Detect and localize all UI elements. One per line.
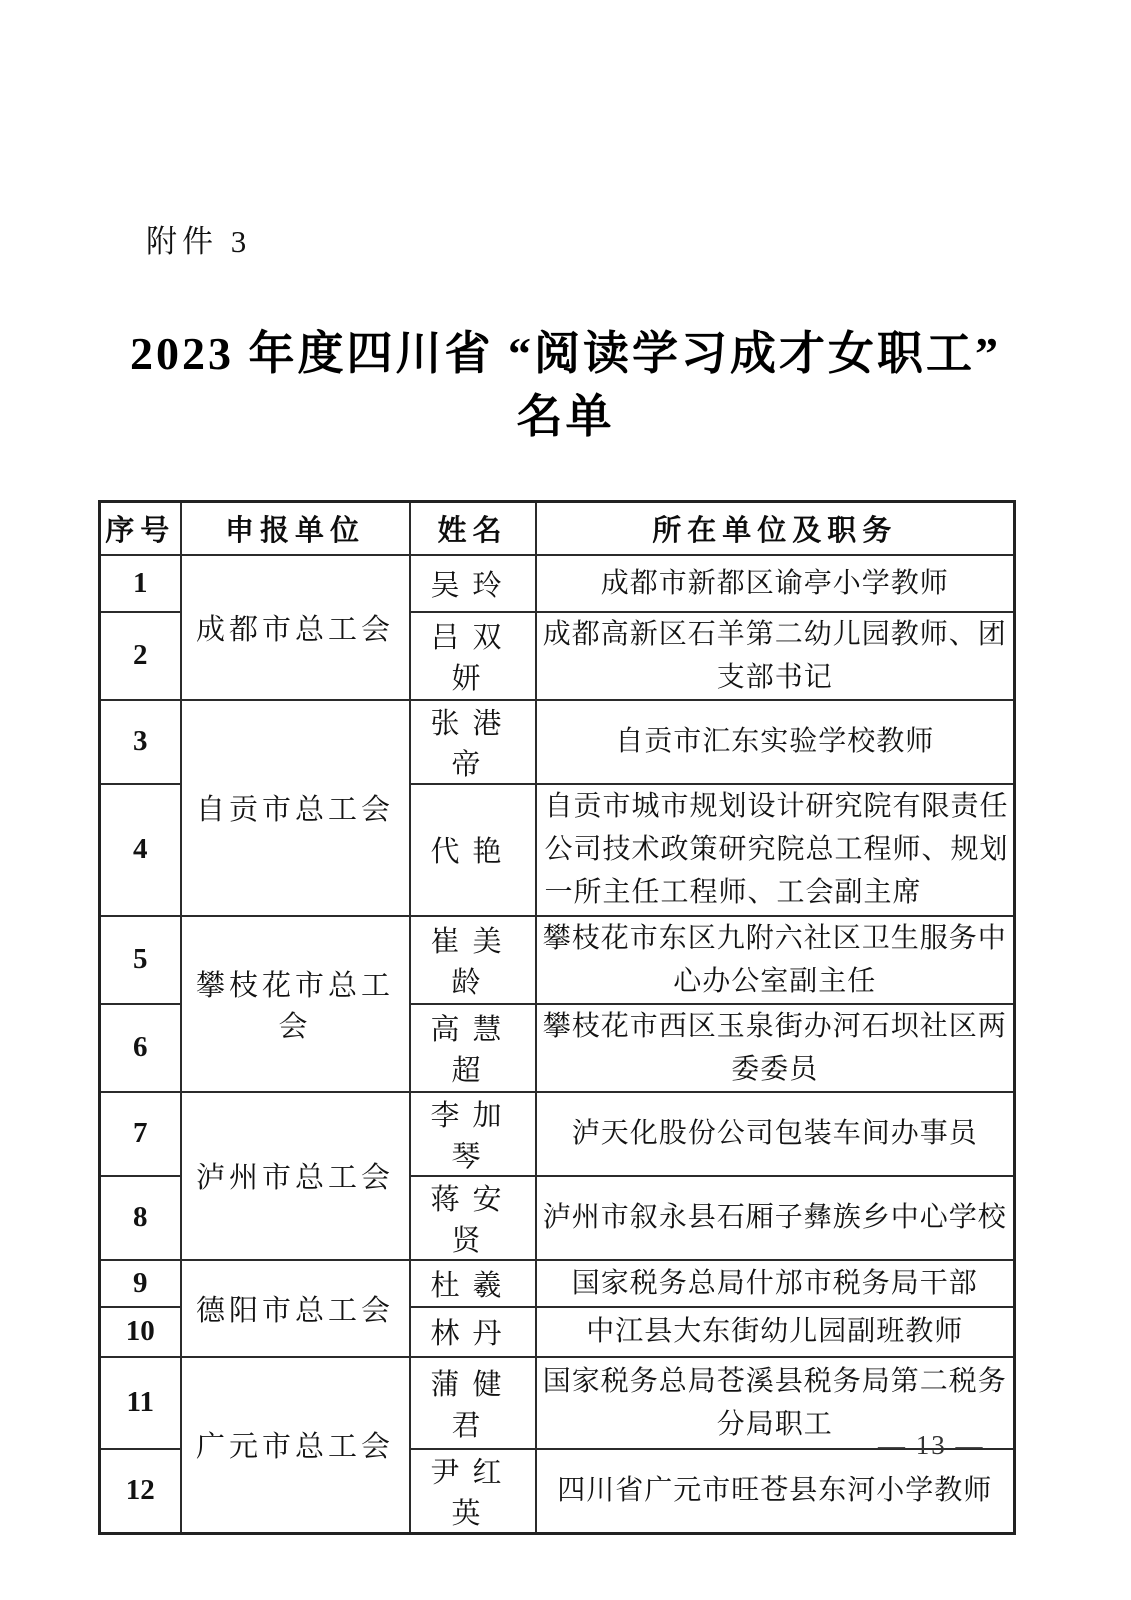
row-number: 1 (100, 555, 181, 612)
name-cell: 李加琴 (410, 1092, 536, 1176)
table-row (100, 916, 1015, 1004)
page-title-line2: 名单 (516, 391, 615, 442)
col-header-index: 序号 (100, 502, 181, 555)
row-number: 7 (100, 1092, 181, 1176)
col-header-unit: 申报单位 (181, 502, 410, 555)
name-cell: 杜羲 (410, 1260, 536, 1307)
row-number: 9 (100, 1260, 181, 1307)
page-number: — 13 — (878, 1430, 985, 1460)
roster-table (98, 500, 1016, 1535)
row-number: 4 (100, 784, 181, 916)
name-cell: 高慧超 (410, 1004, 536, 1092)
row-number: 8 (100, 1176, 181, 1260)
table-row (100, 700, 1015, 784)
unit-cell: 德阳市总工会 (181, 1260, 410, 1357)
table-header-row (100, 502, 1015, 555)
table-row (100, 1260, 1015, 1307)
name-cell: 崔美龄 (410, 916, 536, 1004)
position-cell: 泸天化股份公司包装车间办事员 (536, 1092, 1015, 1176)
position-cell: 成都高新区石羊第二幼儿园教师、团支部书记 (536, 612, 1015, 700)
position-cell: 攀枝花市东区九附六社区卫生服务中心办公室副主任 (536, 916, 1015, 1004)
name-cell: 林丹 (410, 1307, 536, 1357)
unit-cell: 自贡市总工会 (181, 700, 410, 916)
name-cell: 尹红英 (410, 1449, 536, 1534)
table-row (100, 555, 1015, 612)
name-cell: 吴玲 (410, 555, 536, 612)
row-number: 10 (100, 1307, 181, 1357)
unit-cell: 攀枝花市总工会 (181, 916, 410, 1092)
table-row (100, 1092, 1015, 1176)
row-number: 6 (100, 1004, 181, 1092)
unit-cell: 成都市总工会 (181, 555, 410, 700)
col-header-name: 姓名 (410, 502, 536, 555)
name-cell: 蒲健君 (410, 1357, 536, 1449)
position-cell: 中江县大东街幼儿园副班教师 (536, 1307, 1015, 1357)
position-cell: 泸州市叙永县石厢子彝族乡中心学校 (536, 1176, 1015, 1260)
unit-cell: 广元市总工会 (181, 1357, 410, 1534)
unit-cell: 泸州市总工会 (181, 1092, 410, 1260)
row-number: 5 (100, 916, 181, 1004)
name-cell: 张港帝 (410, 700, 536, 784)
position-cell: 国家税务总局什邡市税务局干部 (536, 1260, 1015, 1307)
row-number: 3 (100, 700, 181, 784)
name-cell: 吕双妍 (410, 612, 536, 700)
name-cell: 蒋安贤 (410, 1176, 536, 1260)
position-cell: 攀枝花市西区玉泉街办河石坝社区两委委员 (536, 1004, 1015, 1092)
position-cell: 四川省广元市旺苍县东河小学教师 (536, 1449, 1015, 1534)
row-number: 12 (100, 1449, 181, 1534)
position-cell: 国家税务总局苍溪县税务局第二税务分局职工 (536, 1357, 1015, 1449)
page-title-line1: 2023 年度四川省 “阅读学习成才女职工” (130, 328, 1001, 379)
col-header-position: 所在单位及职务 (536, 502, 1015, 555)
attachment-label: 附件 3 (146, 224, 252, 259)
position-cell: 成都市新都区谕亭小学教师 (536, 555, 1015, 612)
row-number: 11 (100, 1357, 181, 1449)
row-number: 2 (100, 612, 181, 700)
name-cell: 代艳 (410, 784, 536, 916)
page-title (0, 322, 1131, 448)
position-cell: 自贡市城市规划设计研究院有限责任公司技术政策研究院总工程师、规划一所主任工程师、工会副主席 (536, 784, 1015, 916)
position-cell: 自贡市汇东实验学校教师 (536, 700, 1015, 784)
